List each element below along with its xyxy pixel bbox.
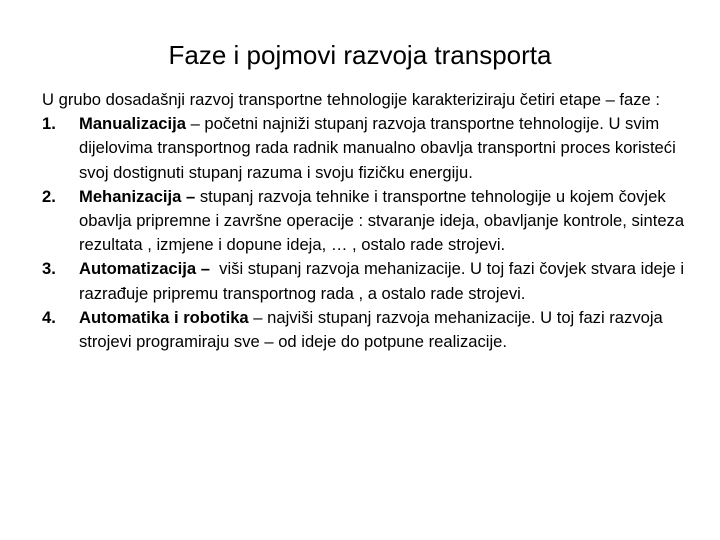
- list-item-3: [42, 257, 692, 305]
- slide-body: [42, 88, 692, 354]
- list-text: viši stupanj razvoja mehanizacije. U toj fazi čovjek stvara ideje i razrađuje pripremu transportnog rada , a ostalo rade strojevi.: [79, 259, 689, 303]
- list-term: Manualizacija: [79, 114, 186, 134]
- list-item-1: [42, 112, 692, 185]
- list-text: stupanj razvoja tehnike i transportne tehnologije u kojem čovjek obavlja pripremne i završne operacije : stvaranje ideja, obavljanje kontrole, sinteza rezultata , izmjene i dopune ideja, … , ostalo rade strojevi.: [79, 186, 685, 255]
- list-number: 4.: [42, 307, 56, 327]
- list-term: Automatizacija –: [79, 259, 210, 279]
- list-number: 1.: [42, 114, 56, 134]
- list-term: Mehanizacija –: [79, 186, 196, 206]
- list-item-4: [42, 306, 692, 354]
- list-item-2: [42, 185, 692, 258]
- intro-paragraph: U grubo dosadašnji razvoj transportne tehnologije karakteriziraju četiri etape – faze :: [42, 90, 660, 109]
- list-number: 3.: [42, 259, 56, 279]
- list-term: Automatika i robotika: [79, 307, 249, 327]
- list-text: – početni najniži stupanj razvoja transportne tehnologije. U svim dijelovima transportnog rada radnik manualno obavlja transportni proces koristeći svoj dostignuti stupanj razuma i svoju fizičku energiju.: [79, 114, 676, 182]
- list-number: 2.: [42, 186, 56, 206]
- list-text: – najviši stupanj razvoja mehanizacije. U toj fazi razvoja strojevi programiraju sve – od ideje do potpune realizacije.: [79, 307, 663, 352]
- slide-title: Faze i pojmovi razvoja transporta: [168, 40, 552, 70]
